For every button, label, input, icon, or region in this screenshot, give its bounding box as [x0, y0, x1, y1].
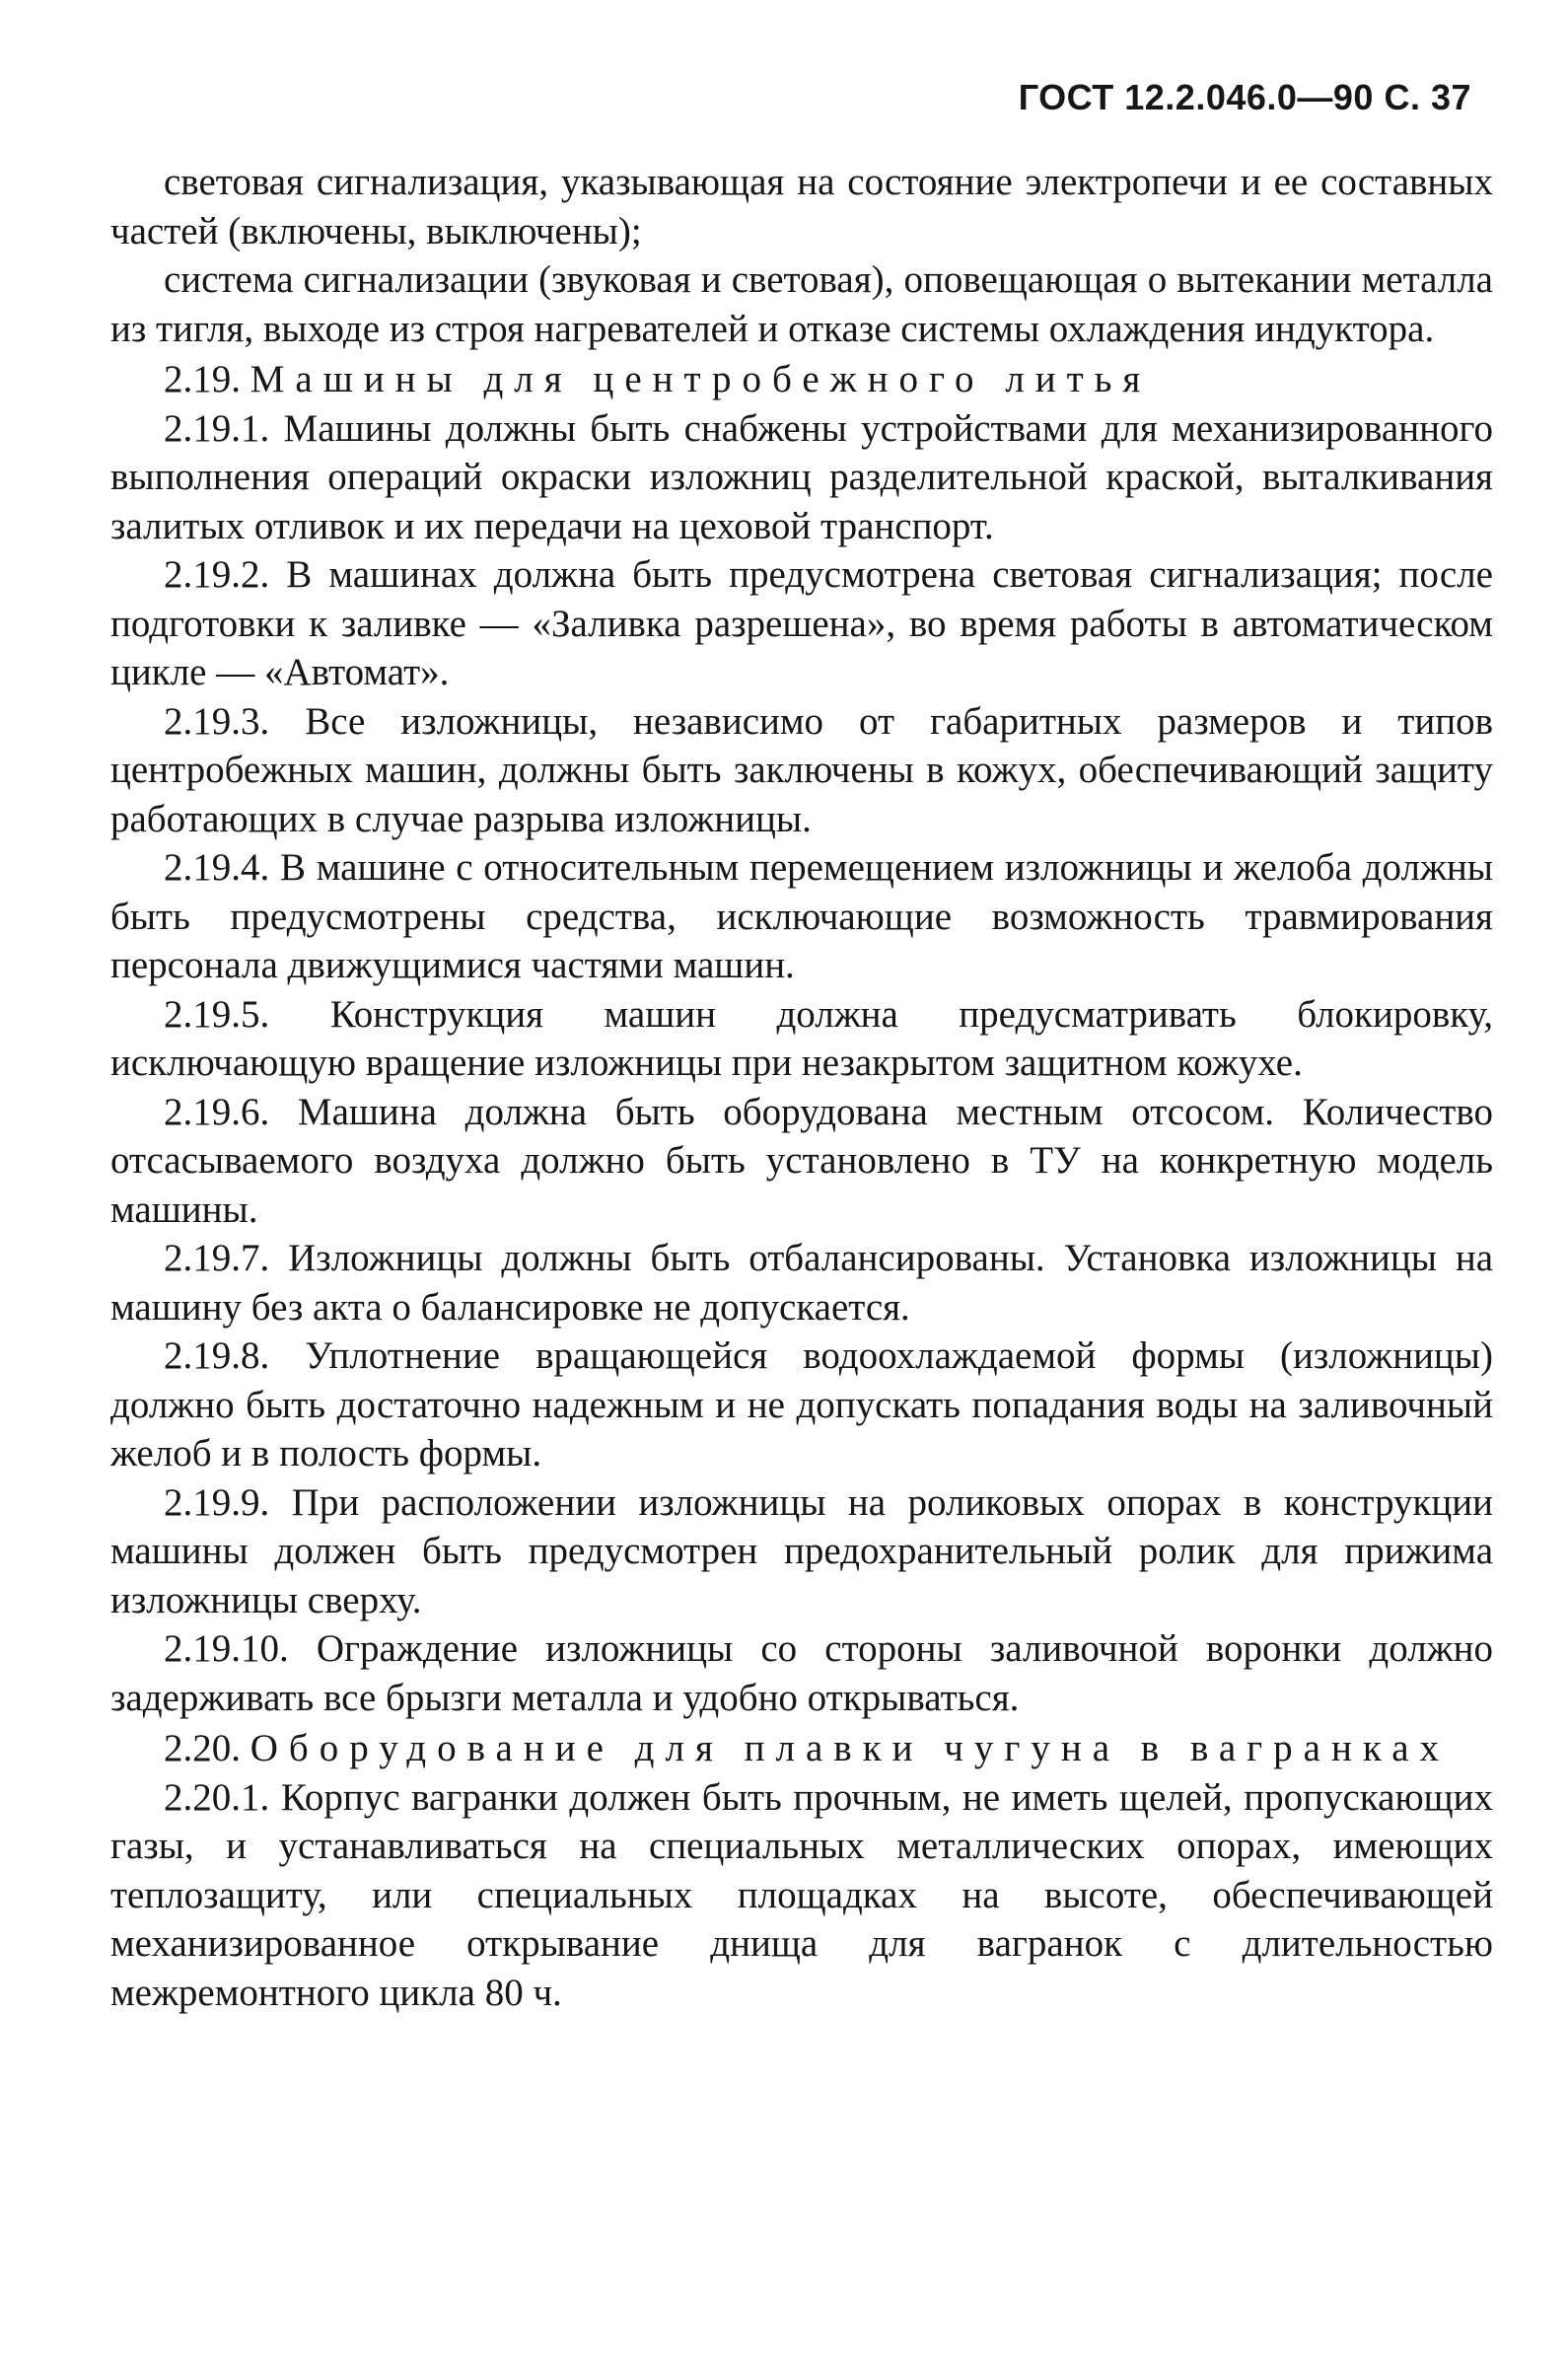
paragraph-2-19-7: 2.19.7. Изложницы должны быть отбалансированы. Установка изложницы на машину без акта о балансировке не допускается. [110, 1237, 1493, 1329]
paragraph-2-19-2: 2.19.2. В машинах должна быть предусмотрена световая сигнализация; после подготовки к заливке — «Заливка разрешена», во время работы в автоматическом цикле — «Автомат». [110, 553, 1493, 693]
running-header: ГОСТ 12.2.046.0—90 С. 37 [1018, 77, 1471, 117]
paragraph-alarm-system: система сигнализации (звуковая и световая), оповещающая о вытекании металла из тигля, выходе из строя нагревателей и отказе системы охлаждения индуктора. [110, 258, 1493, 350]
section-number: 2.20. [164, 1727, 241, 1769]
paragraph-2-19-8: 2.19.8. Уплотнение вращающейся водоохлаждаемой формы (изложницы) должно быть достаточно надежным и не допускать попадания воды на заливочный желоб и в полость формы. [110, 1334, 1493, 1475]
paragraph-2-20-1: 2.20.1. Корпус вагранки должен быть прочным, не иметь щелей, пропускающих газы, и устанавливаться на специальных металлических опорах, имеющих теплозащиту, или специальных площадках на высоте, обеспечивающей механизированное открывание днища для вагранок с длительностью межремонтного цикла 80 ч. [110, 1775, 1493, 2014]
paragraph-2-19-5: 2.19.5. Конструкция машин должна предусматривать блокировку, исключающую вращение изложницы при незакрытом защитном кожухе. [110, 992, 1493, 1084]
paragraph-light-signaling: световая сигнализация, указывающая на состояние электропечи и ее составных частей (включены, выключены); [110, 161, 1493, 252]
paragraph-2-19-1: 2.19.1. Машины должны быть снабжены устройствами для механизированного выполнения операций окраски изложниц разделительной краской, выталкивания залитых отливок и их передачи на цеховой транспорт. [110, 406, 1493, 547]
section-title: Оборудование для плавки чугуна в вагранках [249, 1727, 1451, 1769]
paragraph-2-19-6: 2.19.6. Машина должна быть оборудована местным отсосом. Количество отсасываемого воздуха должно быть установлено в ТУ на конкретную модель машины. [110, 1090, 1493, 1231]
paragraph-2-19-3: 2.19.3. Все изложницы, независимо от габаритных размеров и типов центробежных машин, должны быть заключены в кожух, обеспечивающий защиту работающих в случае разрыва изложницы. [110, 699, 1493, 840]
paragraph-2-19-4: 2.19.4. В машине с относительным перемещением изложницы и желоба должны быть предусмотрены средства, исключающие возможность травмирования персонала движущимися частями машин. [110, 846, 1493, 986]
paragraph-2-19-10: 2.19.10. Ограждение изложницы со стороны заливочной воронки должно задерживать все брызги металла и удобно открываться. [110, 1627, 1493, 1719]
paragraph-2-19-9: 2.19.9. При расположении изложницы на роликовых опорах в конструкции машины должен быть предусмотрен предохранительный ролик для прижима изложницы сверху. [110, 1480, 1493, 1621]
section-heading-2-19 [110, 355, 1493, 404]
section-title: Машины для центробежного литья [249, 358, 1152, 400]
document-body [110, 158, 1493, 2017]
section-heading-2-20 [110, 1724, 1493, 1773]
section-number: 2.19. [164, 358, 241, 400]
